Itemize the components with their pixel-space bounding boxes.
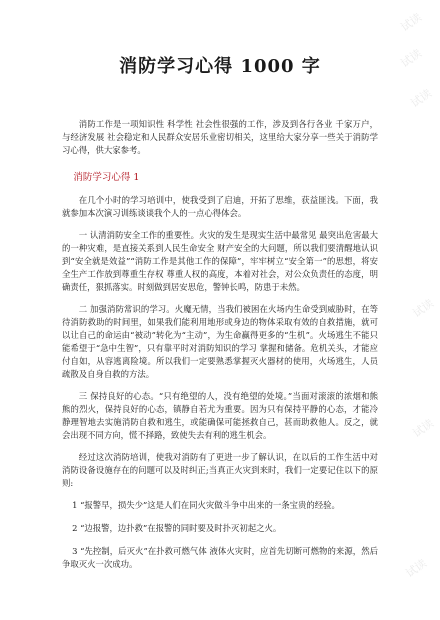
body-paragraph-1: 在几个小时的学习培训中，使我受到了启迪，开拓了思维，获益匪浅。下面，我就参加本次演习训练谈谈我个人的一点心得体会。: [62, 195, 378, 218]
intro-paragraph: 消防工作是一项知识性 科学性 社会性很强的工作，涉及到各行各业 千家万户，与经济发展 社会稳定和人民群众安居乐业密切相关，这里给大家分享一些关于消防学习心得，供大家参考。: [62, 119, 378, 155]
body-paragraph-5: 经过这次消防培训，使我对消防有了更进一步了解认识，在以后的工作生活中对消防设备设施存在的问题可以及时纠正;当真正火灾到来时，我们一定要记住以下的原则:: [62, 452, 378, 488]
watermark-text: 试读: [408, 86, 435, 111]
body-paragraph-2: 一 认清消防安全工作的重要性。火灾的发生是现实生活中最常见 最突出危害最大的一种灾难，是直接关系到人民生命安全 财产安全的大问题，所以我们要清醒地认识到“安全就是效益”“消防工作是其他工作的保障”，牢牢树立“安全第一”的思想，将安全生产工作放到尊重生存权 尊重人权的高度，本着对社会，对公众负责任的态度，明确责任，狠抓落实。时刻做到居安思危，警钟长鸣，防患于未然。: [62, 230, 378, 292]
watermark-text: 试读: [398, 10, 425, 35]
list-item-1: 1 “报警早，损失少”这是人们在同火灾做斗争中出来的一条宝贵的经验。: [72, 500, 340, 510]
list-item-2: 2 “边报警，边扑救”在报警的同时要及时扑灭初起之火。: [72, 523, 282, 533]
list-item-3: 3 “先控制，后灭火”在扑救可燃气体 液体火灾时，应首先切断可燃物的来源，然后争取灭火一次成功。: [62, 546, 378, 569]
section-heading: 消防学习心得 1: [73, 172, 140, 183]
watermark-text: 试读: [403, 556, 430, 581]
watermark-text: 试读: [410, 296, 437, 321]
body-paragraph-4: 三 保持良好的心态。“只有绝望的人，没有绝望的处境。”当面对滚滚的浓烟和熊熊的烈火，保持良好的心态，镇静自若尤为重要。因为只有保持平静的心态，才能冷静理智地去实施消防自救和逃生，或能确保可能拯救自己，甚而助救他人。反之，就会出现不同方向，慌不择路，致使失去有利的逃生机会。: [62, 391, 378, 440]
watermark-text: 试读: [398, 46, 425, 71]
watermark-text: 试读: [410, 416, 437, 441]
body-paragraph-3: 二 加强消防常识的学习。火魔无情，当我们被困在火场内生命受到威胁时，在等待消防救助的时间里，如果我们能利用地形或身边的物体采取有效的自救措施，就可以让自己的命运由“被动”转化为“主动”，为生命赢得更多的“生机”。火场逃生不能只能希望于“急中生智”，只有靠平时对消防知识的学习 掌握和储备。危机关头，才能应付自如，从容逃离险境。所以我们一定要熟悉掌握灭火器材的使用，火场逃生，人员疏散及自身自救的方法。: [62, 304, 378, 379]
document-title: 消防学习心得 1000 字: [119, 56, 321, 77]
